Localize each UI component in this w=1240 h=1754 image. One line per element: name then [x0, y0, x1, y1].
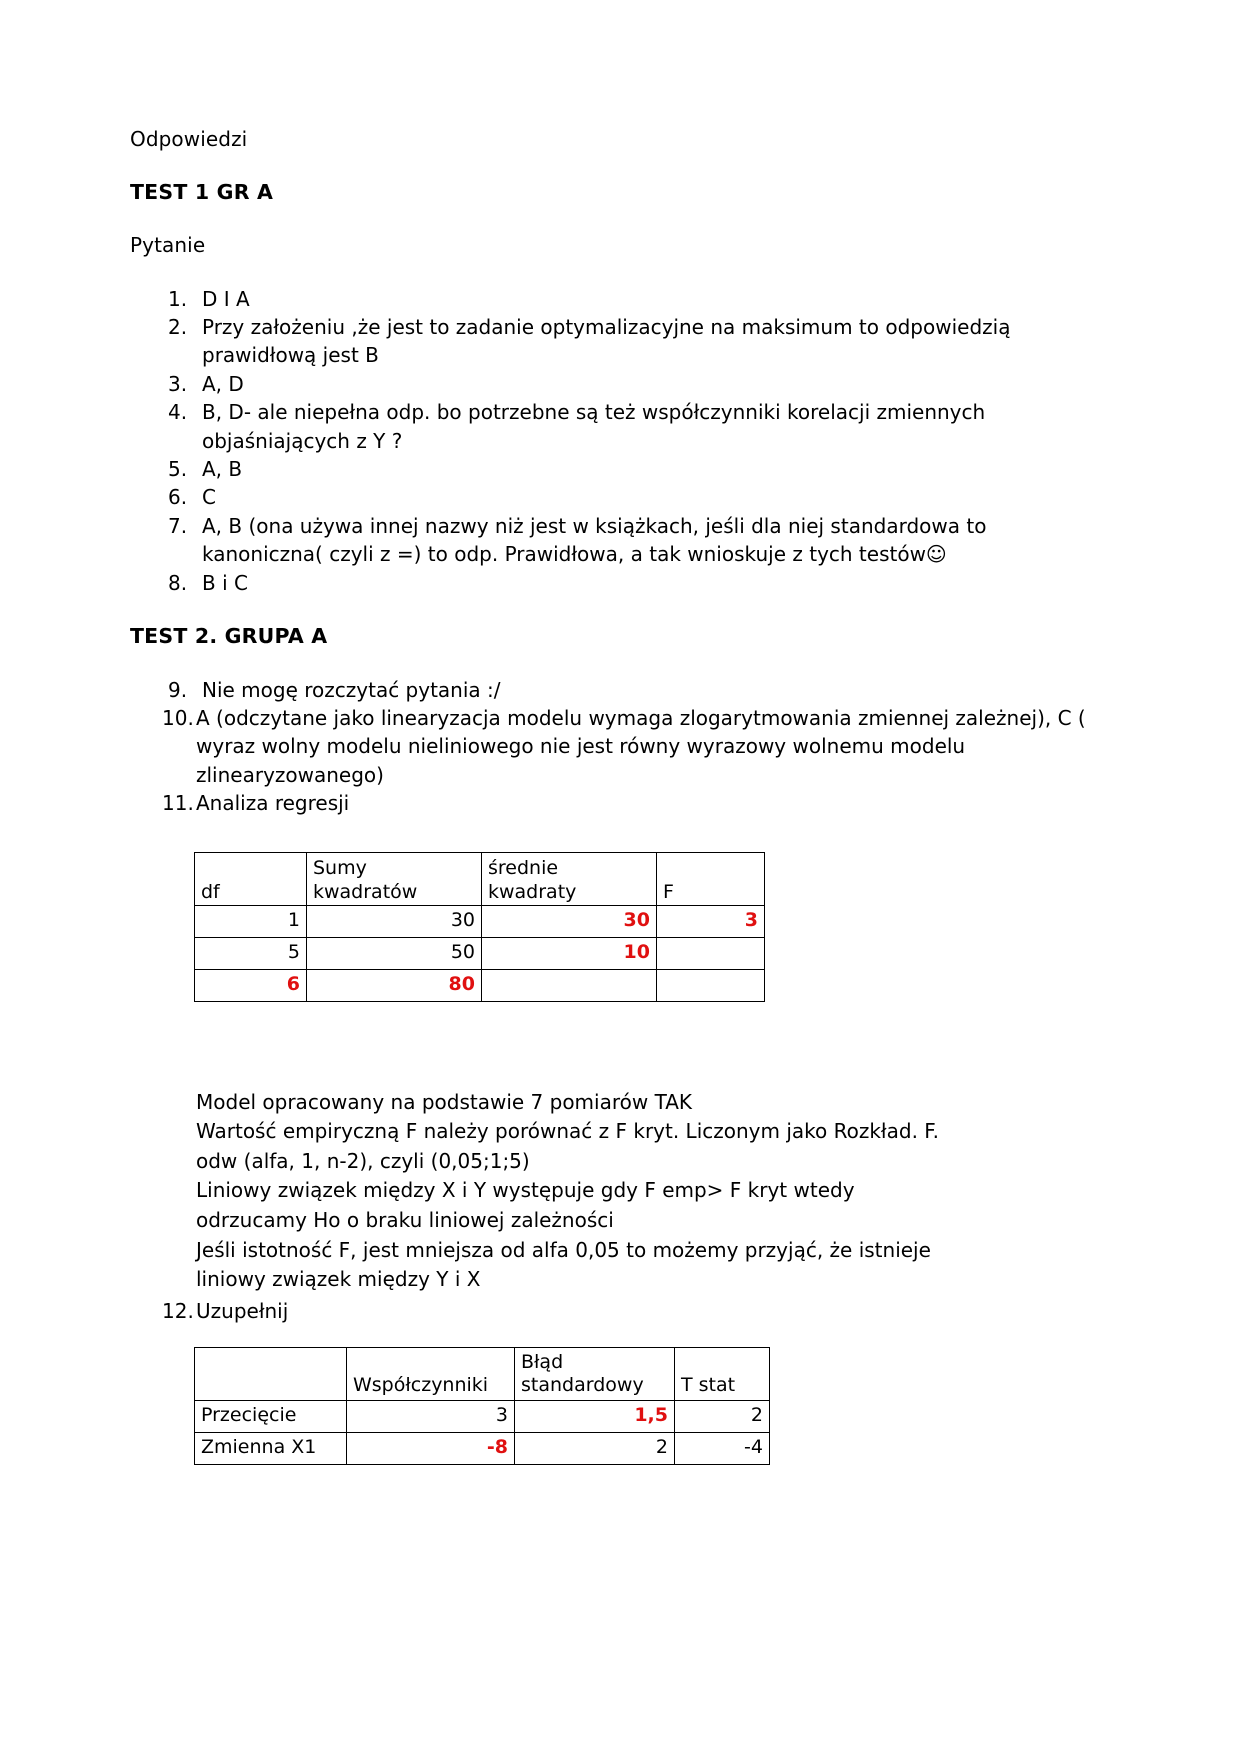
note-line: odw (alfa, 1, n-2), czyli (0,05;1;5): [196, 1148, 530, 1173]
list-item-text: Nie mogę rozczytać pytania :/: [202, 677, 501, 702]
header-line-2: standardowy: [521, 1374, 644, 1397]
test2-answer-list: [130, 676, 1090, 818]
list-marker: 2.: [168, 315, 188, 340]
regression-cell: 80: [307, 969, 482, 1001]
note-line: odrzucamy Ho o braku liniowej zależności: [196, 1207, 614, 1232]
note-line: liniowy związek między Y i X: [196, 1267, 481, 1292]
coefficients-cell: 2: [515, 1433, 675, 1465]
list-marker: 4.: [168, 400, 188, 425]
coefficients-table: [194, 1347, 770, 1465]
note-line: Liniowy związek między X i Y występuje gdy F emp> F kryt wtedy: [196, 1178, 855, 1203]
table-spacer: [130, 1002, 1090, 1088]
question-label: Pytanie: [130, 232, 206, 257]
list-marker: 9.: [168, 677, 188, 702]
header-line-2: T stat: [681, 1374, 736, 1397]
list-marker: 3.: [168, 371, 188, 396]
document-content: [130, 126, 1090, 1465]
item-12-list: [130, 1297, 1090, 1325]
coefficients-header-cell: [195, 1348, 347, 1401]
note-line: Model opracowany na podstawie 7 pomiarów TAK: [196, 1089, 693, 1114]
regression-header-row: [195, 852, 765, 905]
header-line-2: df: [201, 880, 220, 903]
header-line-1: [681, 1351, 763, 1375]
coefficients-cell: Przecięcie: [195, 1401, 347, 1433]
coefficients-cell: -8: [347, 1433, 515, 1465]
item12-item: [130, 1297, 1090, 1325]
header-line-2: kwadraty: [488, 880, 577, 903]
regression-row: [195, 905, 765, 937]
list-item-text: A, B: [202, 456, 243, 481]
list-item-text: A, B (ona używa innej nazwy niż jest w książkach, jeśli dla niej standardowa to kanoniczna( czyli z =) to odp. Prawidłowa, a tak wnioskuje z tych testów☺: [202, 513, 987, 567]
header-line-2: Współczynniki: [353, 1374, 489, 1397]
coefficients-header-cell: [347, 1348, 515, 1401]
test1-answer-item: [130, 512, 1090, 569]
coefficients-row: [195, 1401, 770, 1433]
coefficients-header-row: [195, 1348, 770, 1401]
regression-cell: [657, 969, 765, 1001]
coefficients-header-cell: [675, 1348, 770, 1401]
list-item-text: B, D- ale niepełna odp. bo potrzebne są też współczynniki korelacji zmiennych objaśniających z Y ?: [202, 400, 986, 453]
test1-answer-item: [130, 370, 1090, 398]
regression-cell: 6: [195, 969, 307, 1001]
header-line-1: [353, 1351, 508, 1375]
test1-answer-item: [130, 569, 1090, 597]
test2-answer-item: [130, 676, 1090, 704]
coefficients-cell: -4: [675, 1433, 770, 1465]
list-marker: 5.: [168, 456, 188, 481]
list-marker: 10.: [162, 705, 194, 730]
test1-answer-item: [130, 483, 1090, 511]
list-marker: 11.: [162, 791, 194, 816]
regression-cell: 5: [195, 937, 307, 969]
regression-header-cell: [482, 852, 657, 905]
regression-cell: 1: [195, 905, 307, 937]
list-marker: 1.: [168, 286, 188, 311]
test2-answer-item: [130, 704, 1090, 789]
coefficients-cell: 1,5: [515, 1401, 675, 1433]
list-item-text: B i C: [202, 570, 248, 595]
intro-text: Odpowiedzi: [130, 127, 248, 151]
regression-cell: [482, 969, 657, 1001]
list-marker: 6.: [168, 485, 188, 510]
test1-answer-item: [130, 398, 1090, 455]
regression-row: [195, 969, 765, 1001]
test1-answer-item: [130, 455, 1090, 483]
regression-analysis-table: [194, 852, 765, 1002]
list-item-text: D I A: [202, 286, 250, 311]
test1-answer-item: [130, 285, 1090, 313]
header-line-1: Błąd: [521, 1350, 564, 1373]
coefficients-cell: 2: [675, 1401, 770, 1433]
list-item-text: Analiza regresji: [196, 791, 350, 816]
regression-cell: 10: [482, 937, 657, 969]
regression-header-cell: [307, 852, 482, 905]
test2-heading: TEST 2. GRUPA A: [130, 623, 328, 648]
coefficients-cell: Zmienna X1: [195, 1433, 347, 1465]
test1-answer-list: [130, 285, 1090, 597]
regression-cell: 3: [657, 905, 765, 937]
list-item-text: C: [202, 485, 216, 510]
list-item-text: Uzupełnij: [196, 1298, 289, 1323]
header-line-1: średnie: [488, 856, 559, 879]
header-line-1: [663, 857, 758, 881]
header-line-1: Sumy: [313, 856, 367, 879]
list-item-text: A, D: [202, 371, 244, 396]
coefficients-cell: 3: [347, 1401, 515, 1433]
list-marker: 8.: [168, 570, 188, 595]
list-marker: 7.: [168, 513, 188, 538]
regression-cell: 30: [307, 905, 482, 937]
regression-header-cell: [657, 852, 765, 905]
regression-cell: [657, 937, 765, 969]
test2-answer-item: [130, 789, 1090, 817]
coefficients-row: [195, 1433, 770, 1465]
list-marker: 12.: [162, 1298, 194, 1323]
header-line-1: [201, 857, 300, 881]
header-line-2: F: [663, 880, 674, 903]
header-line-2: kwadratów: [313, 880, 418, 903]
header-line-1: [201, 1374, 340, 1398]
list-item-text: Przy założeniu ,że jest to zadanie optymalizacyjne na maksimum to odpowiedzią prawidłową jest B: [202, 315, 1011, 368]
list-item-text: A (odczytane jako linearyzacja modelu wymaga zlogarytmowania zmiennej zależnej), C ( wyraz wolny modelu nieliniowego nie jest równy wyrazowy wolnemu modelu zlinearyzowanego): [196, 705, 1086, 787]
regression-cell: 50: [307, 937, 482, 969]
test1-heading: TEST 1 GR A: [130, 180, 274, 204]
coefficients-header-cell: [515, 1348, 675, 1401]
regression-header-cell: [195, 852, 307, 905]
test1-answer-item: [130, 313, 1090, 370]
regression-cell: 30: [482, 905, 657, 937]
note-line: Jeśli istotność F, jest mniejsza od alfa 0,05 to możemy przyjąć, że istnieje: [196, 1237, 931, 1262]
regression-row: [195, 937, 765, 969]
note-line: Wartość empiryczną F należy porównać z F kryt. Liczonym jako Rozkład. F.: [196, 1119, 939, 1144]
notes-block: [196, 1088, 1090, 1295]
